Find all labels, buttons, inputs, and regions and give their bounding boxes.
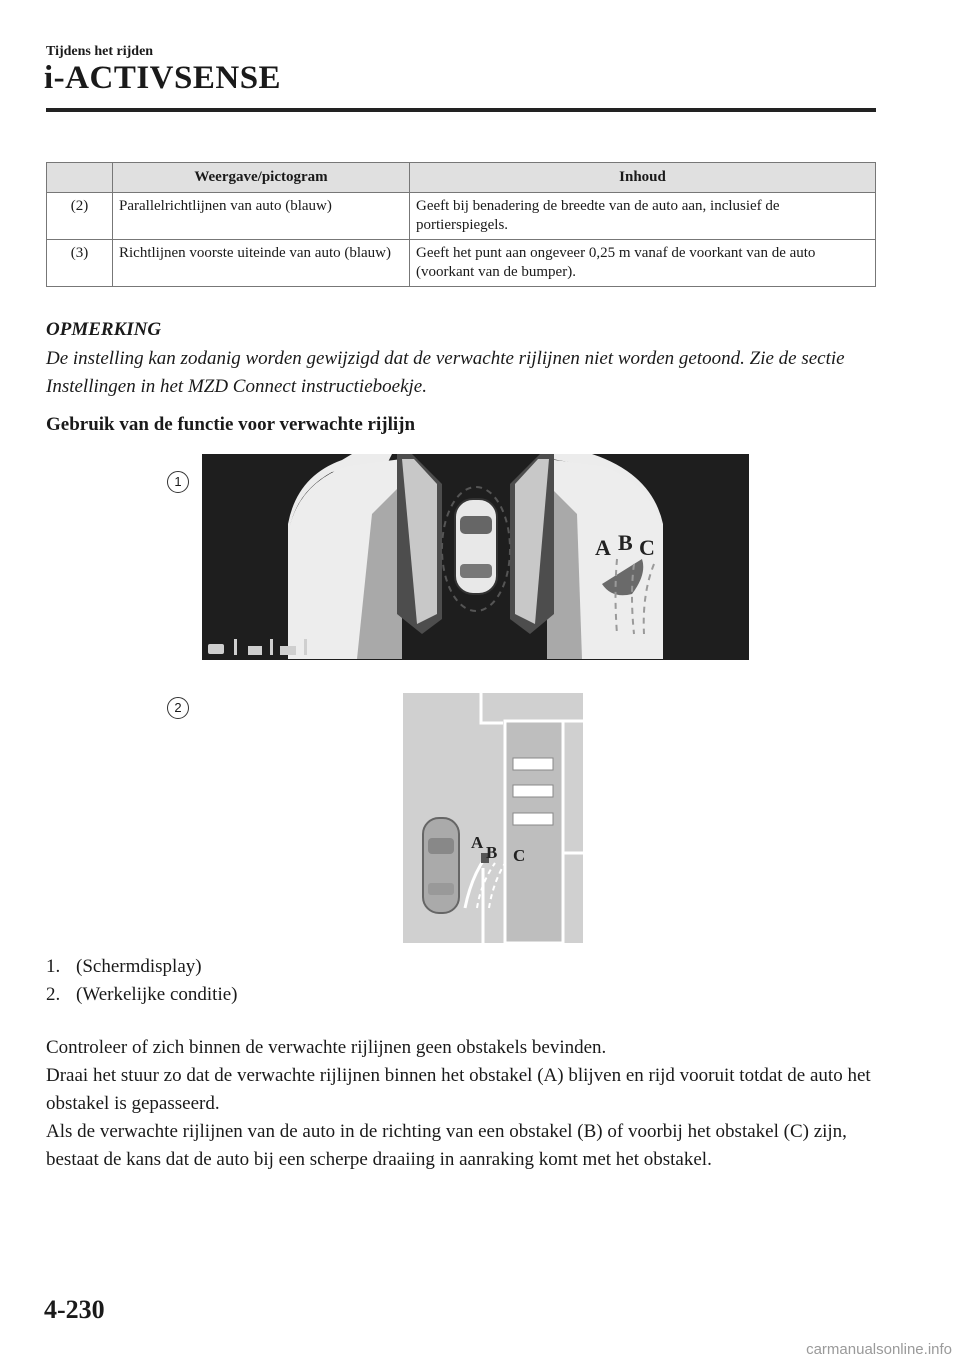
- table-header-row: [47, 163, 876, 193]
- callout-1: 1: [167, 471, 189, 493]
- legend-text: (Werkelijke conditie): [76, 984, 238, 1005]
- label-a: A: [595, 535, 611, 560]
- label-c: C: [513, 846, 526, 865]
- list-item: [46, 981, 237, 1009]
- section-label: Tijdens het rijden: [46, 44, 154, 59]
- info-table: [46, 162, 876, 287]
- table-cell-number: (2): [47, 193, 113, 240]
- page-title: i-ACTIVSENSE: [44, 60, 282, 96]
- table-cell-content: Geeft bij benadering de breedte van de auto aan, inclusief de portierspiegels.: [410, 193, 876, 240]
- actual-condition-figure: [403, 693, 583, 943]
- table-cell-content: Geeft het punt aan ongeveer 0,25 m vanaf de voorkant van de auto (voorkant van de bumper).: [410, 240, 876, 287]
- car-icon: [423, 818, 459, 913]
- figure-legend: [46, 953, 237, 1009]
- note-text: De instelling kan zodanig worden gewijzigd dat de verwachte rijlijnen niet worden getoond. Zie de sectie Instellingen in het MZD Connect instructieboekje.: [46, 348, 845, 397]
- table-header-content: Inhoud: [410, 163, 876, 193]
- page-number: 4-230: [44, 1295, 105, 1324]
- label-b: B: [486, 843, 498, 862]
- label-c: C: [639, 535, 655, 560]
- table-header-display: Weergave/pictogram: [113, 163, 410, 193]
- list-item: [46, 953, 237, 981]
- callout-2: 2: [167, 697, 189, 719]
- label-b: B: [618, 530, 633, 555]
- subheading: Gebruik van de functie voor verwachte rijlijn: [46, 414, 416, 435]
- screen-display-figure: [202, 454, 749, 660]
- crosswalk-stripes: [513, 758, 553, 825]
- legend-number: 2.: [46, 984, 61, 1005]
- title-divider: [46, 108, 876, 112]
- body-paragraph: Controleer of zich binnen de verwachte rijlijnen geen obstakels bevinden.: [46, 1037, 607, 1058]
- legend-text: (Schermdisplay): [76, 956, 202, 977]
- table-row: [47, 240, 876, 287]
- note-heading: OPMERKING: [46, 319, 162, 340]
- body-paragraph: Draai het stuur zo dat de verwachte rijlijnen binnen het obstakel (A) blijven en rijd vooruit totdat de auto het obstakel is gepasseerd.: [46, 1065, 871, 1114]
- body-text: [46, 1034, 896, 1174]
- body-paragraph: Als de verwachte rijlijnen van de auto in de richting van een obstakel (B) of voorbij het obstakel (C) zijn, bestaat de kans dat de auto bij een scherpe draaiing in aanraking komt met het obstakel.: [46, 1121, 847, 1170]
- table-row: [47, 193, 876, 240]
- table-cell-display: Parallelrichtlijnen van auto (blauw): [113, 193, 410, 240]
- watermark: carmanualsonline.info: [806, 1341, 952, 1358]
- legend-number: 1.: [46, 956, 61, 977]
- table-cell-number: (3): [47, 240, 113, 287]
- table-header-number: [47, 163, 113, 193]
- table-cell-display: Richtlijnen voorste uiteinde van auto (blauw): [113, 240, 410, 287]
- label-a: A: [471, 833, 484, 852]
